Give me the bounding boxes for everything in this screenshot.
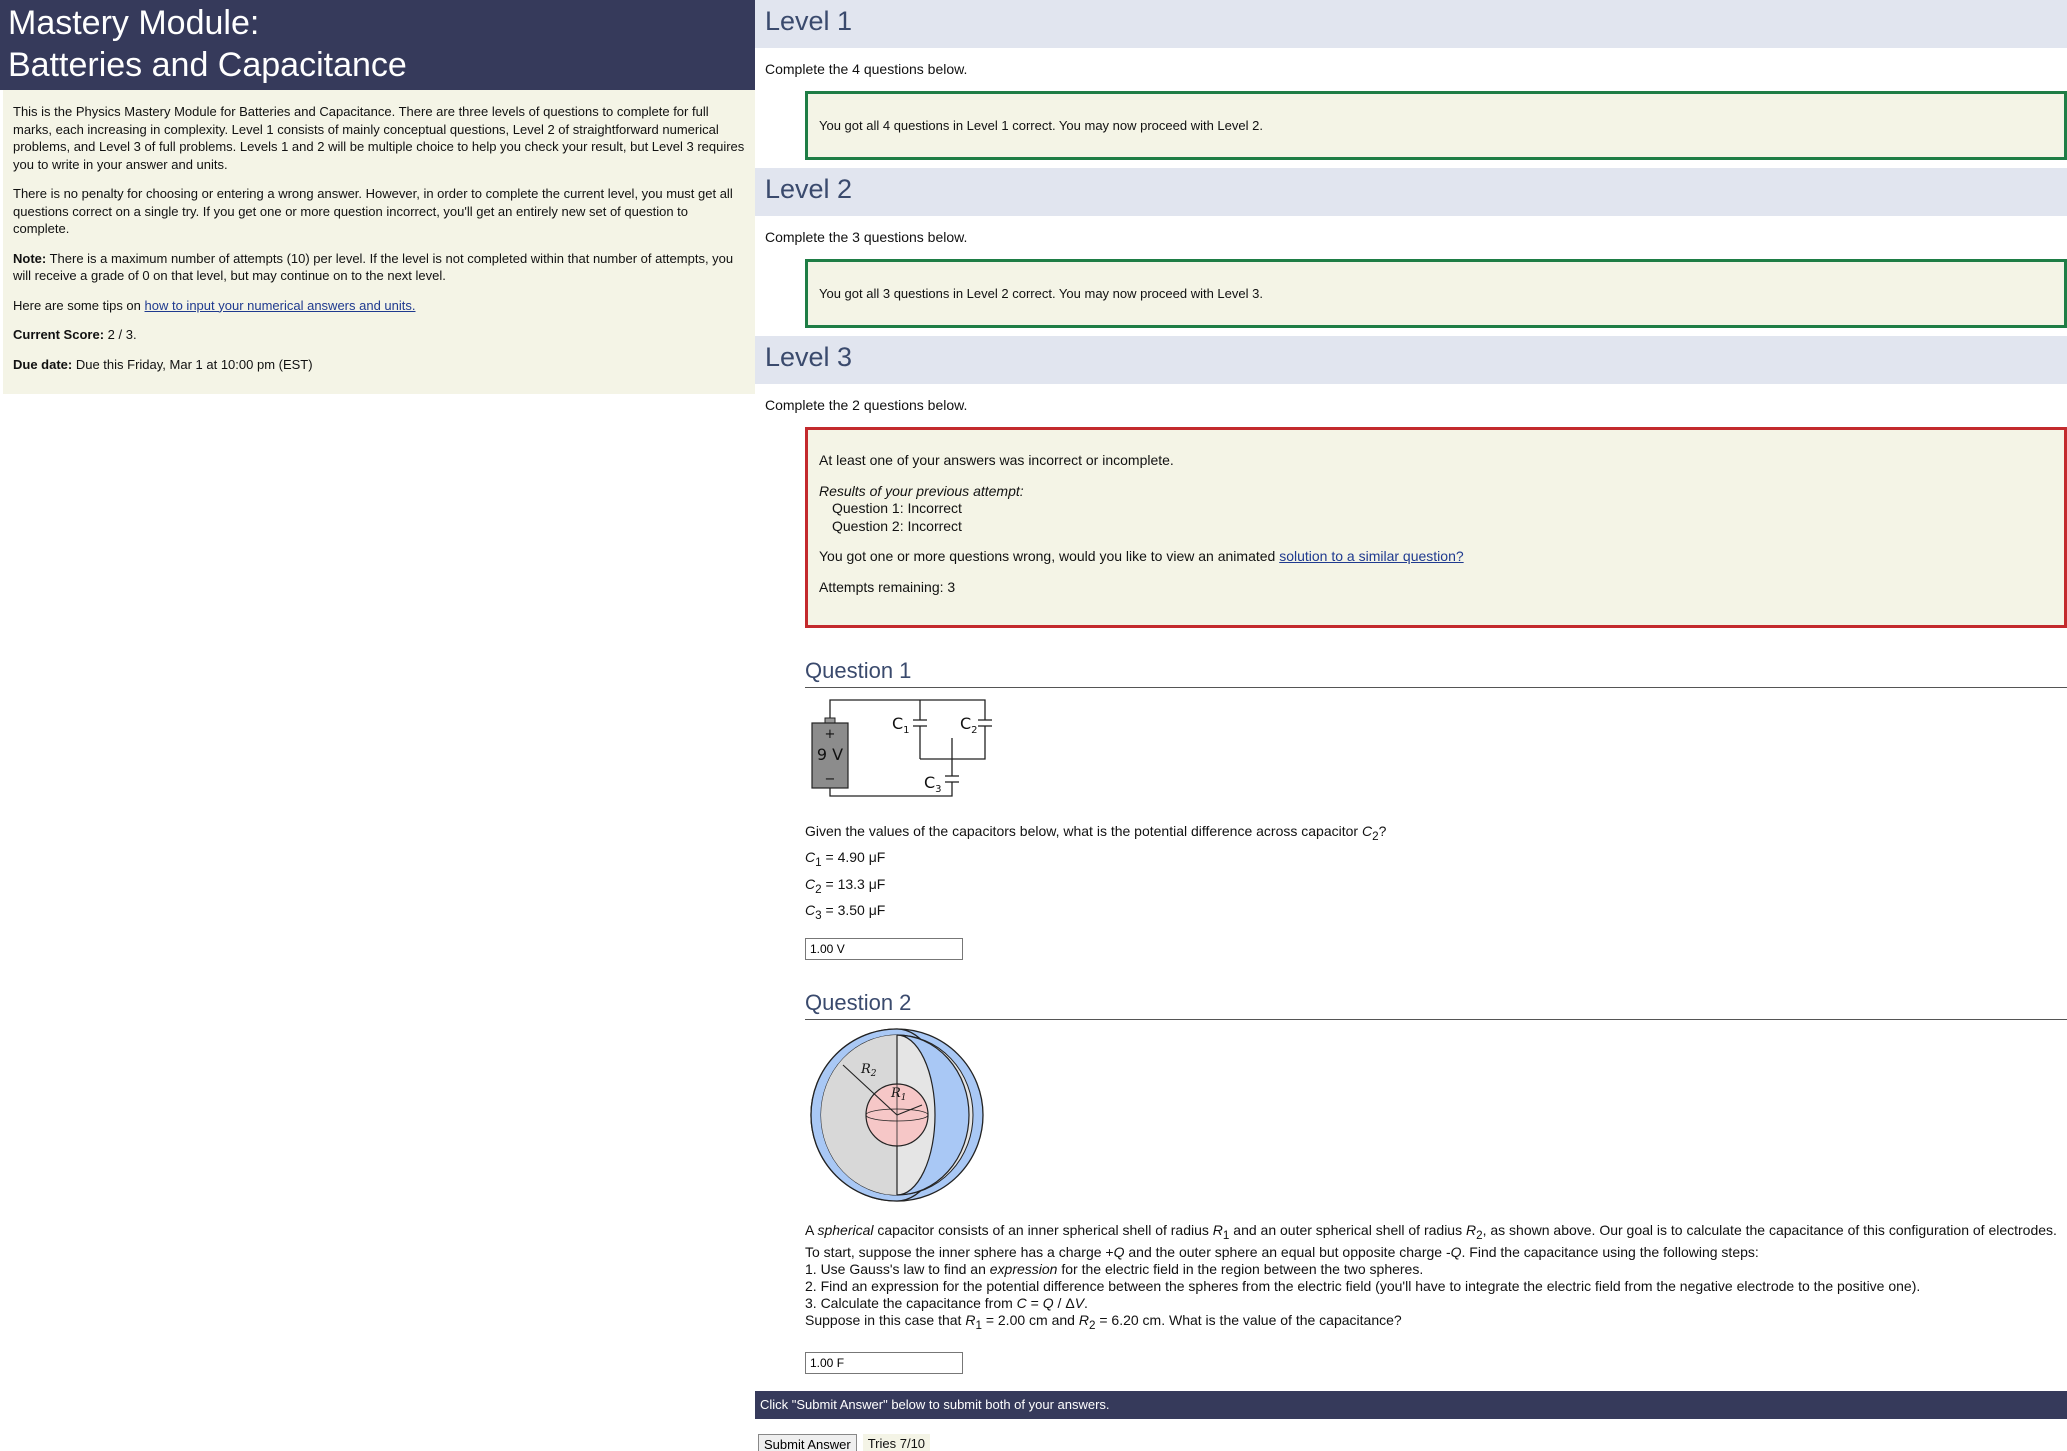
level-3-heading: Level 3 bbox=[755, 336, 2067, 384]
score-label: Current Score: bbox=[13, 327, 105, 342]
note-label: Note: bbox=[13, 250, 47, 266]
main-content bbox=[755, 0, 2067, 1374]
penalty-text: There is no penalty for choosing or entering a wrong answer. However, in order to complete the current level, you must get all questions correct on a single try. If you get one or more question incorrect, you'll get an entirely new set of question to complete. bbox=[13, 186, 733, 236]
label-r2: $R_2$ bbox=[861, 1062, 877, 1080]
tries-counter: Tries 7/10 bbox=[863, 1434, 930, 1451]
due-value: Due this Friday, Mar 1 at 10:00 pm (EST) bbox=[72, 356, 313, 372]
level-2-success-message: You got all 3 questions in Level 2 correct. You may now proceed with Level 3. bbox=[805, 259, 2067, 328]
q2-step3: 3. Calculate the capacitance from C = Q / ΔV. bbox=[805, 1294, 1088, 1311]
q2-line1: A spherical capacitor consists of an inner spherical shell of radius $R_1$ and an outer spherical shell of radius $R_2$, as shown above. Our goal is to calculate the capacitance of this configuration of electrodes. bbox=[805, 1222, 2057, 1242]
submit-row bbox=[758, 1434, 930, 1451]
sphere-diagram bbox=[805, 1025, 2067, 1205]
q2-result: Question 2: Incorrect bbox=[832, 517, 962, 534]
level-1-description: Complete the 4 questions below. bbox=[765, 61, 968, 77]
circuit-svg bbox=[805, 698, 1005, 800]
solution-lead: You got one or more questions wrong, would you like to view an animated bbox=[819, 548, 1280, 564]
label-r1: $R_1$ bbox=[891, 1086, 907, 1104]
level-3-feedback bbox=[805, 427, 2067, 628]
q1-result: Question 1: Incorrect bbox=[832, 500, 962, 516]
module-title bbox=[0, 0, 755, 90]
note-text bbox=[13, 250, 745, 285]
q2-line-final: Suppose in this case that $R_1 = 2.00$ cm and $R_2 = 6.20$ cm. What is the value of the capacitance? bbox=[805, 1311, 1402, 1332]
module-title-line2: Batteries and Capacitance bbox=[8, 46, 407, 84]
battery-minus: − bbox=[824, 772, 836, 787]
label-c2: $C_2$ bbox=[960, 714, 978, 736]
q2-line2: To start, suppose the inner sphere has a charge +Q and the outer sphere an equal but opposite charge -Q. Find the capacitance using the following steps: bbox=[805, 1243, 1759, 1260]
question-2-text bbox=[805, 1222, 2067, 1334]
previous-results bbox=[819, 483, 2053, 536]
q2-step2: 2. Find an expression for the potential difference between the spheres from the electric field (you'll have to integrate the electric field from the negative electrode to the positive one). bbox=[805, 1277, 1921, 1294]
results-label: Results of your previous attempt: bbox=[819, 482, 1024, 499]
tips-text bbox=[13, 297, 745, 315]
question-1-answer-input[interactable] bbox=[805, 938, 963, 960]
tips-lead: Here are some tips on bbox=[13, 297, 145, 313]
question-2-title: Question 2 bbox=[805, 990, 2067, 1020]
intro-text: This is the Physics Mastery Module for Batteries and Capacitance. There are three levels of questions to complete for full marks, each increasing in complexity. Level 1 consists of mainly conceptual questions, Level 2 of straightforward numerical problems, and Level 3 of full problems. Levels 1 and 2 will be multiple choice to help you check your result, but Level 3 requires you to write in your answer and units. bbox=[13, 104, 745, 172]
level-1-heading: Level 1 bbox=[755, 0, 2067, 48]
current-score bbox=[13, 326, 745, 344]
level-2-heading: Level 2 bbox=[755, 168, 2067, 216]
value-c3: $C_3 = 3.50$ μF bbox=[805, 901, 886, 922]
value-c2: $C_2 = 13.3$ μF bbox=[805, 875, 886, 896]
question-1-prompt: Given the values of the capacitors below, what is the potential difference across capacitor $C_2$? bbox=[805, 823, 1387, 843]
due-date bbox=[13, 356, 745, 374]
info-sidebar bbox=[0, 0, 755, 394]
score-value: 2 / 3. bbox=[104, 327, 137, 342]
label-c1: $C_1$ bbox=[892, 714, 910, 736]
value-c1: $C_1 = 4.90$ μF bbox=[805, 849, 886, 870]
level-2-description: Complete the 3 questions below. bbox=[765, 229, 968, 245]
tips-link[interactable]: how to input your numerical answers and units. bbox=[144, 297, 416, 313]
circuit-diagram bbox=[805, 698, 2067, 800]
attempts-remaining: Attempts remaining: 3 bbox=[819, 578, 956, 595]
module-title-line1: Mastery Module: bbox=[8, 4, 260, 42]
battery-voltage: 9 V bbox=[816, 745, 844, 764]
question-1-title: Question 1 bbox=[805, 658, 2067, 688]
due-label: Due date: bbox=[13, 356, 73, 372]
sphere-svg bbox=[805, 1025, 985, 1205]
submit-answer-button[interactable]: Submit Answer bbox=[758, 1434, 857, 1451]
module-description bbox=[3, 90, 755, 394]
q2-step1: 1. Use Gauss's law to find an expression for the electric field in the region between the two spheres. bbox=[805, 1260, 1424, 1277]
level-1-success-message: You got all 4 questions in Level 1 correct. You may now proceed with Level 2. bbox=[805, 91, 2067, 160]
submit-instruction-bar: Click "Submit Answer" below to submit both of your answers. bbox=[755, 1391, 2067, 1419]
feedback-summary: At least one of your answers was incorrect or incomplete. bbox=[819, 452, 1174, 468]
label-c3: $C_3$ bbox=[924, 773, 942, 795]
note-body: There is a maximum number of attempts (10) per level. If the level is not completed within that number of attempts, you will receive a grade of 0 on that level, but may continue on to the next level. bbox=[13, 250, 734, 283]
question-1-text bbox=[805, 821, 2067, 926]
level-3-description: Complete the 2 questions below. bbox=[765, 397, 968, 413]
solution-link[interactable]: solution to a similar question? bbox=[1279, 548, 1464, 564]
question-2-answer-input[interactable] bbox=[805, 1352, 963, 1374]
solution-prompt bbox=[819, 548, 2053, 566]
battery-plus: + bbox=[824, 727, 836, 742]
